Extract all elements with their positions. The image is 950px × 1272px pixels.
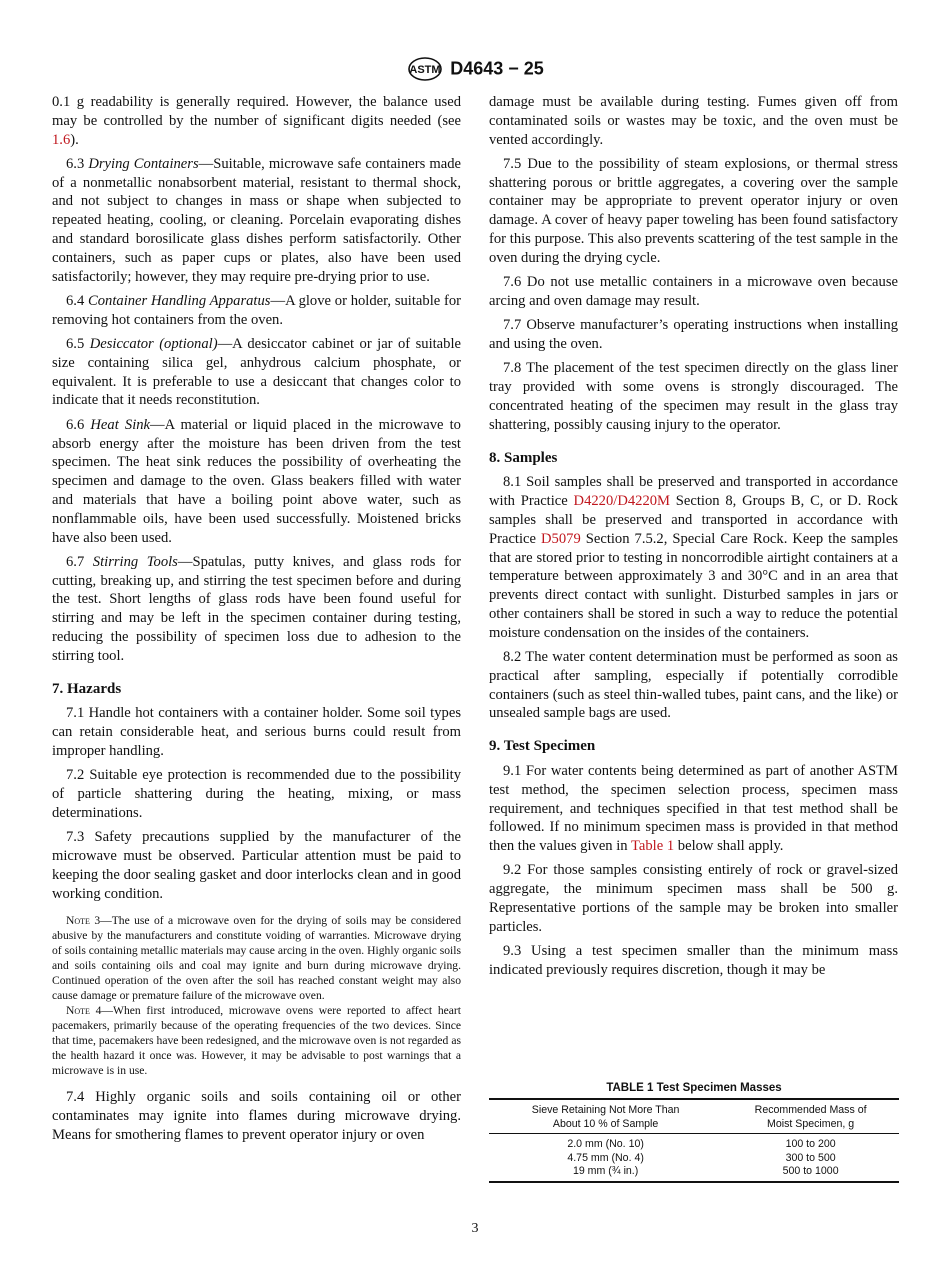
paragraph (489, 762, 898, 856)
svg-text:ASTM: ASTM (409, 64, 441, 76)
paragraph (52, 416, 461, 548)
reference-link[interactable]: 1.6 (52, 131, 71, 148)
header-line: Recommended Mass of (754, 1104, 867, 1116)
text: 6.4 (66, 292, 89, 309)
text: 3—The use of a microwave oven for the drying of soils may be considered abusive by the manufacturers and constitute voiding of warranties. Microwave drying of soils containing metallic materials may cause arcing in the oven. Highly organic soils and soils containing oils and coal may ignite and burn during microwave drying. Continued operation of the oven after the soil has reached constant weight may also cause damage or premature failure of the microwave oven. (52, 914, 461, 1003)
text: 7.6 Do not use metallic containers in a microwave oven because arcing and oven damage may result. (489, 274, 898, 309)
paragraph (489, 93, 898, 149)
paragraph (52, 155, 461, 287)
text: damage must be available during testing. Fumes given off from contaminated soils or wastes may be toxic, and the oven must be vented accordingly. (489, 94, 898, 148)
paragraph (52, 704, 461, 760)
subsection-title: Container Handling Apparatus (88, 292, 271, 309)
paragraph (489, 359, 898, 434)
text: 7.3 Safety precautions supplied by the manufacturer of the microwave must be observed. Particular attention must be paid to keeping the door sealing gasket and door interlocks clean and in good working condition. (52, 829, 461, 902)
text: below shall apply. (674, 838, 784, 855)
text: 9.3 Using a test specimen smaller than the minimum mass indicated previously requires discretion, though it may be (489, 943, 898, 978)
text: 9. Test Specimen (489, 738, 596, 755)
text: 8.2 The water content determination must be performed as soon as practical after sampling, especially if potentially corrodible containers (such as steel thin-walled tubes, paint cans, and the like) or unsealed sample bags are used. (489, 649, 898, 722)
text: 9.1 For water contents being determined as part of another ASTM test method, the specimen selection process, specimen mass requirement, and techniques specified in that test method shall be followed. If no minimum specimen mass is provided in that method then the values given in (489, 763, 898, 855)
paragraph (489, 648, 898, 723)
paragraph (52, 553, 461, 666)
text: 7.5 Due to the possibility of steam explosions, or thermal stress shattering porous or brittle aggregates, a covering over the sample container may be appropriate to prevent operator injury or oven damage. A cover of heavy paper toweling has been found satisfactory for this purpose. This also prevents scattering of the test sample in the oven during the drying cycle. (489, 155, 898, 266)
text: 8.1 Soil samples shall be preserved and transported in accordance with Practice (489, 474, 898, 510)
header-line: Sieve Retaining Not More Than (531, 1104, 680, 1116)
text: Section 8, Groups B, C, or D. Rock samples shall be preserved and transported in accordance with Practice (489, 493, 898, 547)
document-designation: D4643 − 25 (450, 58, 544, 79)
paragraph (52, 828, 461, 903)
text: 4—When first introduced, microwave ovens were reported to affect heart pacemakers, primarily because of the operating frequencies of the two devices. Since that time, pacemakers have been redesigned, and the microwave oven is not regarded as the health hazard it once was. However, it may be advisable to post warnings that a microwave is in use. (52, 1004, 461, 1078)
specimen-mass-table (489, 1098, 899, 1183)
column-header (489, 1099, 722, 1134)
reference-link[interactable]: D5079 (541, 530, 581, 547)
text: 8. Samples (489, 449, 558, 466)
table-cell: 300 to 500 (785, 1151, 836, 1164)
text: ). (70, 131, 79, 148)
table-cell: 4.75 mm (No. 4) (567, 1151, 644, 1164)
page-header (0, 56, 950, 82)
text: 6.3 (66, 155, 89, 172)
paragraph (489, 861, 898, 936)
column-header (722, 1099, 899, 1134)
text: 6.6 (66, 416, 91, 433)
text: 7. Hazards (52, 680, 122, 697)
subsection-title: Stirring Tools (92, 553, 178, 570)
text: 0.1 g readability is generally required. However, the balance used may be controlled by the number of significant digits needed (see (52, 94, 461, 129)
subsection-title: Heat Sink (90, 416, 151, 433)
reference-link[interactable]: Table 1 (631, 838, 675, 855)
text: —A material or liquid placed in the microwave to absorb energy after the moisture has been driven from the test specimen. The heat sink reduces the possibility of overheating the specimen and damage to the oven. Glass beakers filled with water and materials that have a boiling point above water, such as nonflammable oils, have been used successfully. Moistened bricks have also been used. (52, 416, 461, 546)
astm-logo-icon (406, 56, 444, 82)
paragraph (52, 292, 461, 330)
text: 6.5 (66, 336, 90, 353)
header-line: Moist Specimen, g (767, 1118, 855, 1130)
text: 7.2 Suitable eye protection is recommended due to the possibility of particle shattering during the heating, mixing, or mass determinations. (52, 767, 461, 821)
page-number: 3 (471, 1221, 479, 1236)
text: —Suitable, microwave safe containers made of a nonmetallic nonabsorbent material, resistant to thermal shock, and not subject to changes in mass or shape when subjected to repeated heating, cooling, or cleaning. Porcelain evaporating dishes and standard borosilicate glass dishes perform satisfactorily. Other containers, such as paper cups or plates, also have been used satisfactorily; however, they may require pre-drying prior to use. (52, 155, 462, 285)
paragraph (489, 155, 898, 268)
header-line: About 10 % of Sample (552, 1118, 659, 1130)
table-row (489, 1165, 899, 1182)
paragraph (489, 316, 898, 354)
text: 9.2 For those samples consisting entirely of rock or gravel-sized aggregate, the minimum specimen mass shall be 500 g. Representative portions of the sample may be broken into smaller particles. (489, 862, 898, 935)
text: —A desiccator cabinet or jar of suitable size containing silica gel, anhydrous calcium phosphate, or equivalent. It is preferable to use a desiccant that changes color to indicate that it needs reconstitution. (52, 336, 461, 409)
table-cell: 100 to 200 (785, 1138, 836, 1150)
note-paragraph (52, 913, 461, 1003)
table-row (489, 1152, 899, 1166)
paragraph (489, 273, 898, 311)
note-paragraph (52, 1003, 461, 1078)
paragraph (52, 766, 461, 822)
text: 7.8 The placement of the test specimen directly on the glass liner tray provided with some ovens is strongly discouraged. The concentrated heating of the specimen may result in the glass tray shattering, possibly causing injury to the operator. (489, 360, 898, 433)
section-heading (52, 680, 461, 699)
section-heading (489, 449, 898, 468)
table-row (489, 1134, 899, 1152)
table-1 (489, 1082, 899, 1183)
paragraph (52, 335, 461, 410)
table-cell: 500 to 1000 (722, 1165, 899, 1182)
text: 7.4 Highly organic soils and soils containing oil or other contaminates may ignite into flames during microwave drying. Means for smothering flames to prevent operator injury or oven (52, 1089, 461, 1143)
paragraph (52, 1088, 461, 1144)
text: Note (66, 914, 90, 928)
table-cell: 2.0 mm (No. 10) (567, 1138, 644, 1150)
section-heading (489, 737, 898, 756)
left-column (52, 93, 461, 1150)
text: 6.7 (66, 553, 93, 570)
right-column (489, 93, 898, 985)
table-caption: TABLE 1 Test Specimen Masses (606, 1082, 782, 1094)
paragraph (489, 942, 898, 980)
table-cell: 19 mm (¾ in.) (489, 1165, 722, 1182)
text: —A glove or holder, suitable for removing hot containers from the oven. (52, 292, 462, 328)
text: 7.1 Handle hot containers with a container holder. Some soil types can retain considerable heat, and serious burns could result from improper handling. (52, 705, 461, 759)
text: Section 7.5.2, Special Care Rock. Keep the samples that are stored prior to testing in noncorrodible airtight containers at a temperature between approximately 3 and 30°C and in an area that prevents direct contact with sunlight. Disturbed samples in jars or other containers shall be stored in such a way to reduce the potential moisture condensation on the insides of the containers. (489, 530, 899, 641)
text: —Spatulas, putty knives, and glass rods for cutting, breaking up, and stirring the test specimen before and during the test. Short lengths of glass rods have been found useful for stirring and may be left in the specimen container during testing, reducing the possibility of specimen loss due to adhesion to the stirring tool. (52, 553, 462, 664)
text: Note (66, 1004, 90, 1018)
paragraph (489, 473, 898, 642)
text: 7.7 Observe manufacturer’s operating instructions when installing and using the oven. (489, 317, 898, 353)
paragraph (52, 93, 461, 149)
subsection-title: Drying Containers (88, 155, 199, 172)
reference-link[interactable]: D4220/D4220M (573, 493, 671, 510)
subsection-title: Desiccator (optional) (89, 336, 218, 353)
